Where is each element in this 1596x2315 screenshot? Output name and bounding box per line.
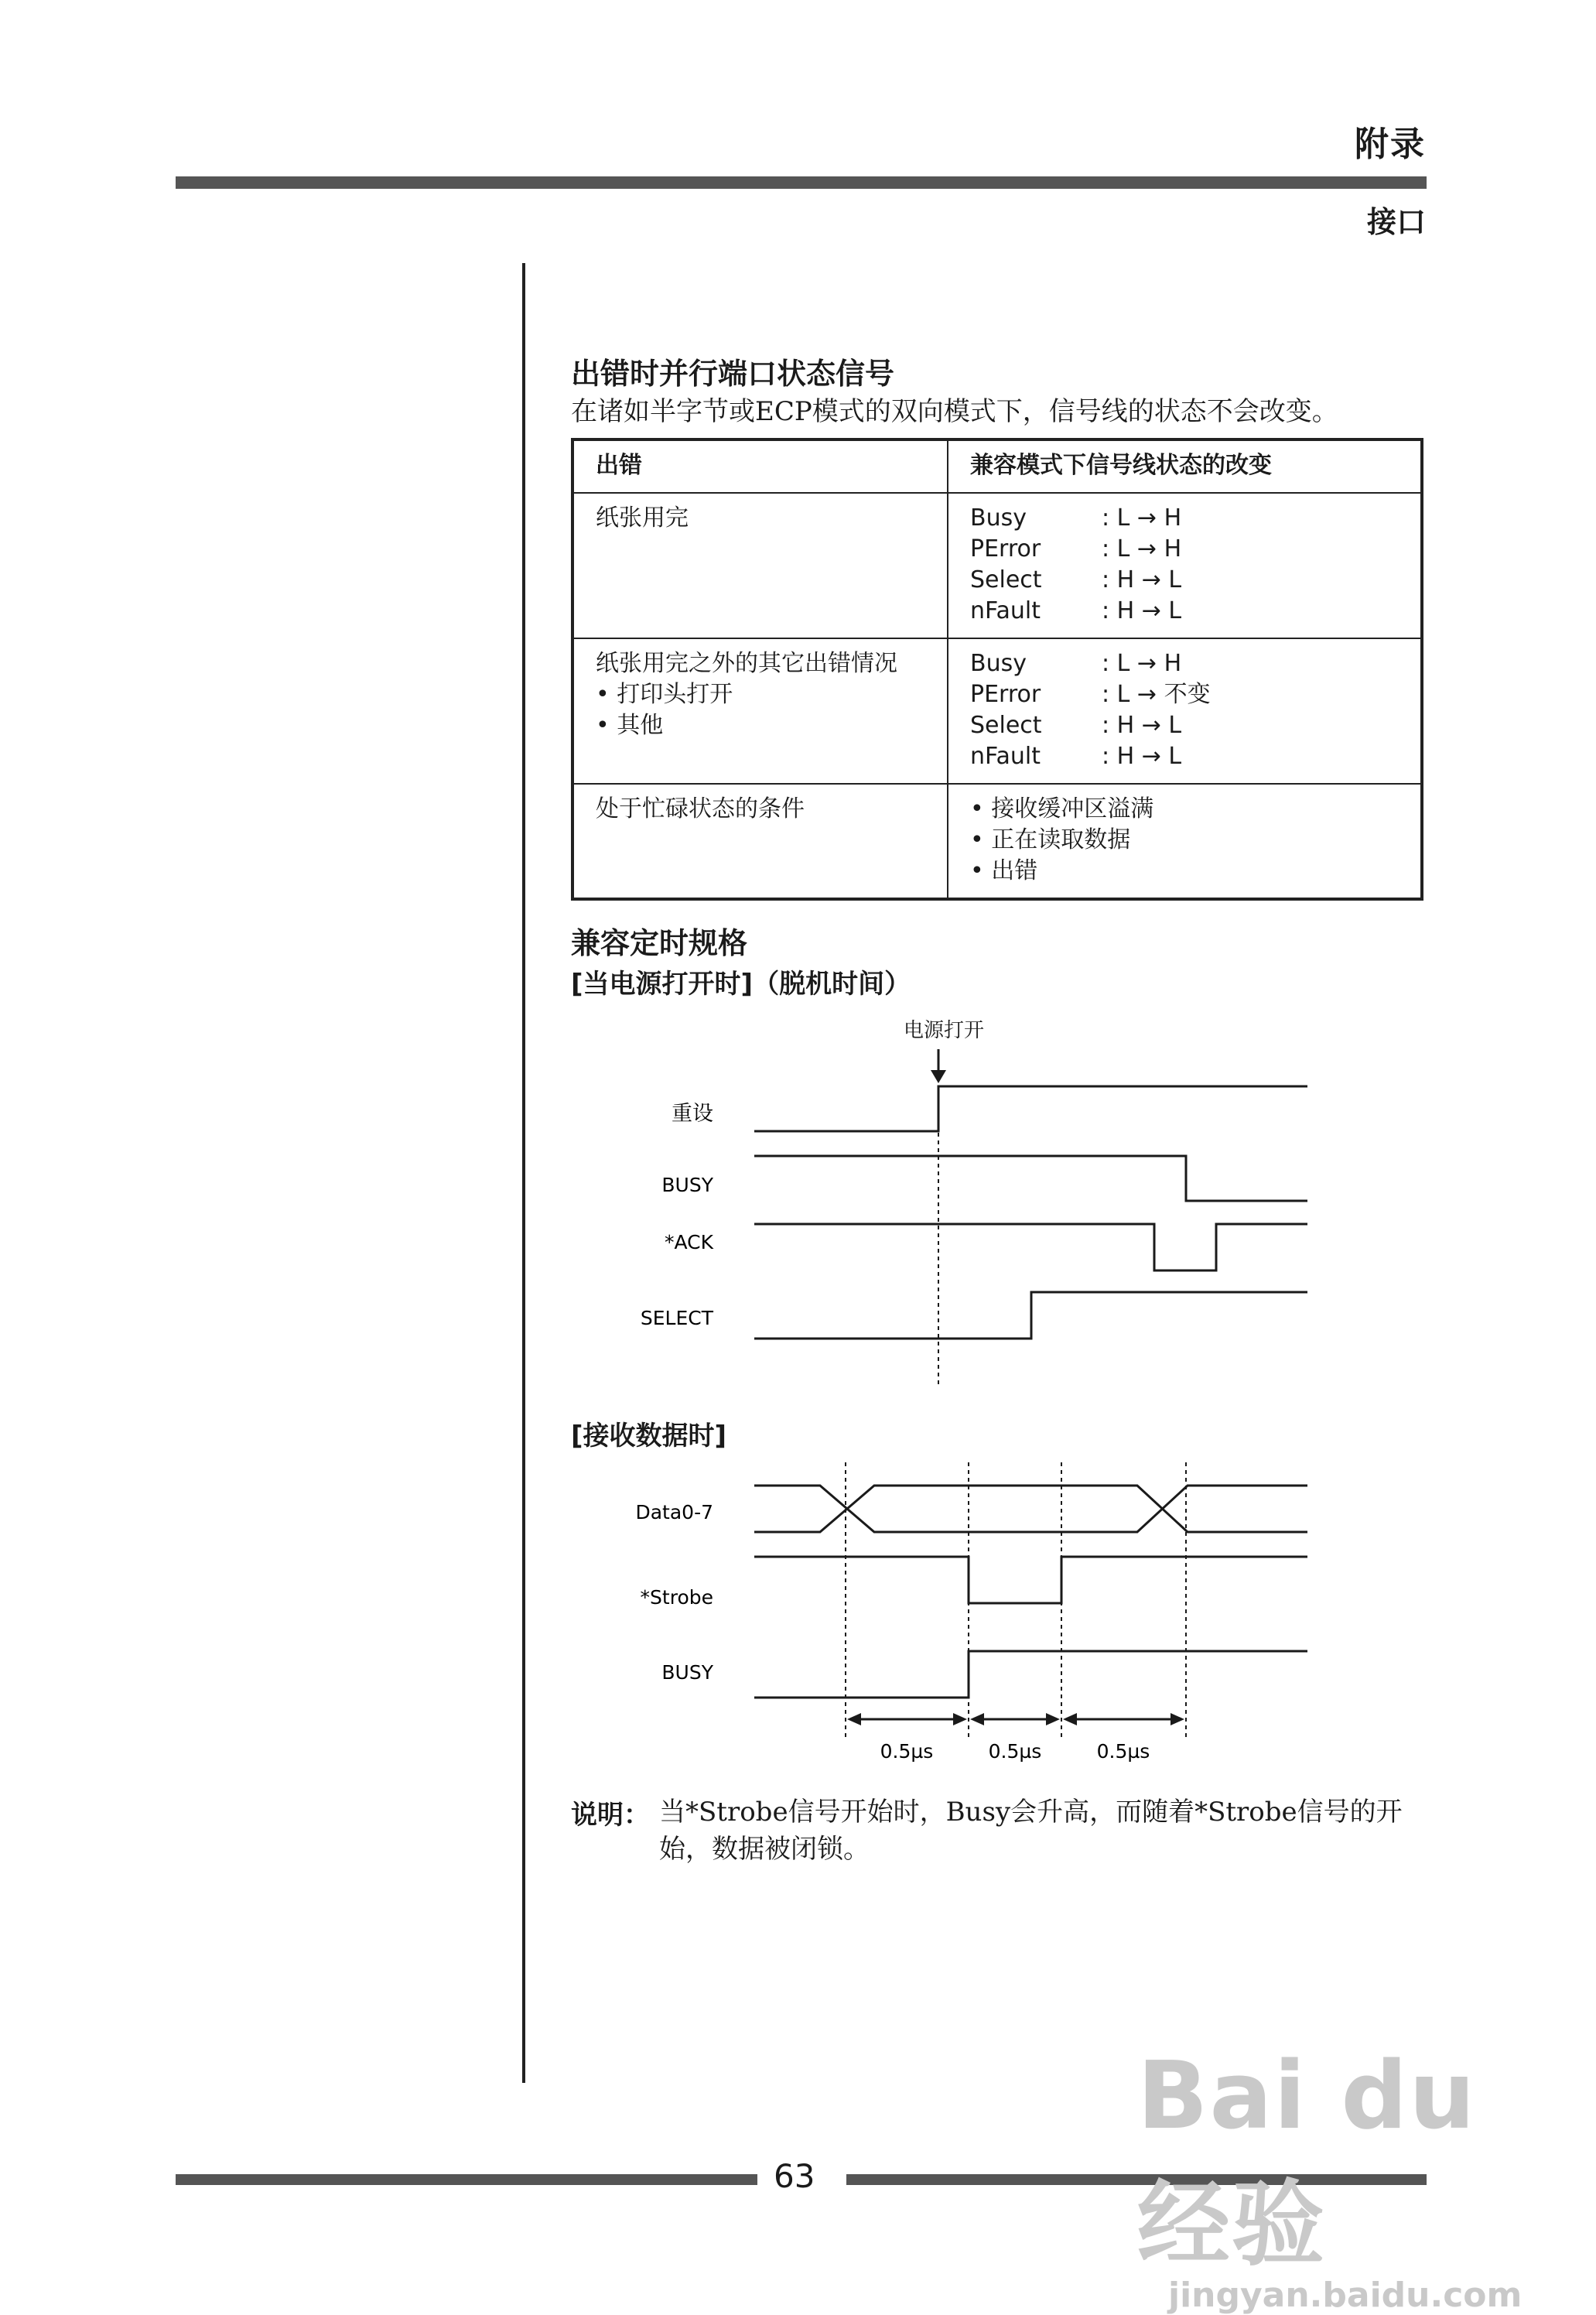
- interval-label: 0.5µs: [880, 1740, 934, 1763]
- section2-title: 兼容定时规格: [571, 926, 748, 960]
- error-condition: 纸张用完之外的其它出错情况: [596, 650, 897, 677]
- data-waveform-lower: [754, 1486, 1307, 1532]
- signal-label-busy2: BUSY: [661, 1661, 713, 1684]
- table-header-cell: 出错: [572, 439, 948, 493]
- signal-name: PError: [970, 681, 1041, 708]
- signal-label-select: SELECT: [640, 1307, 713, 1329]
- bullet-item: • 出错: [970, 857, 1038, 884]
- arrowhead-right: [1171, 1713, 1184, 1725]
- interval-label: 0.5µs: [988, 1740, 1042, 1763]
- signal-transition: : H → L: [1102, 566, 1182, 593]
- signal-label-ack: *ACK: [664, 1231, 713, 1253]
- signal-name: Busy: [970, 504, 1027, 532]
- note-text: 当*Strobe信号开始时，Busy会升高，而随着*Strobe信号的开始，数据被闭锁。: [659, 1797, 1403, 1865]
- signal-name: nFault: [970, 597, 1041, 624]
- arrowhead-left: [847, 1713, 861, 1725]
- signal-transition: : L → H: [1102, 535, 1182, 563]
- signal-transition: : H → L: [1102, 743, 1182, 770]
- watermark-url: jingyan.baidu.com: [1168, 2276, 1523, 2315]
- section1-title: 出错时并行端口状态信号: [571, 357, 895, 391]
- power-on-label: 电源打开: [903, 1019, 985, 1042]
- section1-description: 在诸如半字节或ECP模式的双向模式下，信号线的状态不会改变。: [571, 396, 1338, 427]
- bullet-item: • 正在读取数据: [970, 826, 1131, 853]
- table-header-cell: 兼容模式下信号线状态的改变: [948, 439, 1422, 493]
- signal-label-data: Data0-7: [635, 1501, 713, 1523]
- arrowhead-right: [953, 1713, 967, 1725]
- strobe-waveform: [754, 1557, 1307, 1603]
- signal-name: nFault: [970, 743, 1041, 770]
- signal-transition: : H → L: [1102, 712, 1182, 739]
- chapter-title: 附录: [1355, 125, 1426, 164]
- data-waveform-upper: [754, 1486, 1307, 1532]
- signal-transition: : L → 不变: [1102, 681, 1211, 708]
- busy-waveform-2: [754, 1651, 1307, 1698]
- footer-divider-left: [176, 2174, 757, 2185]
- arrowhead-left: [1063, 1713, 1077, 1725]
- arrowhead-left: [970, 1713, 984, 1725]
- bullet-item: • 其他: [596, 712, 664, 739]
- timing-subtitle-poweron: [当电源打开时]（脱机时间）: [571, 969, 911, 1000]
- note-label: 说明：: [571, 1800, 650, 1831]
- signal-label-busy: BUSY: [661, 1174, 713, 1196]
- interval-label: 0.5µs: [1096, 1740, 1150, 1763]
- signal-label-strobe: *Strobe: [640, 1586, 713, 1609]
- signal-name: Select: [970, 712, 1042, 739]
- signal-transition: : L → H: [1102, 504, 1182, 532]
- error-condition: 处于忙碌状态的条件: [572, 784, 948, 899]
- page-number: 63: [774, 2157, 815, 2195]
- arrowhead-right: [1046, 1713, 1060, 1725]
- signal-transition: : H → L: [1102, 597, 1182, 624]
- bullet-item: • 接收缓冲区溢满: [970, 795, 1154, 822]
- signal-transition: : L → H: [1102, 650, 1182, 677]
- bullet-item: • 打印头打开: [596, 681, 733, 708]
- signal-label-reset: 重设: [672, 1102, 713, 1126]
- watermark: [1137, 2043, 1596, 2315]
- signal-name: PError: [970, 535, 1041, 563]
- timing-subtitle-receive: [接收数据时]: [571, 1421, 727, 1452]
- watermark-brand: Bai du 经验: [1137, 2043, 1477, 2279]
- section-subtitle: 接口: [1366, 205, 1426, 239]
- signal-name: Select: [970, 566, 1042, 593]
- signal-name: Busy: [970, 650, 1027, 677]
- error-condition: 纸张用完: [572, 493, 948, 638]
